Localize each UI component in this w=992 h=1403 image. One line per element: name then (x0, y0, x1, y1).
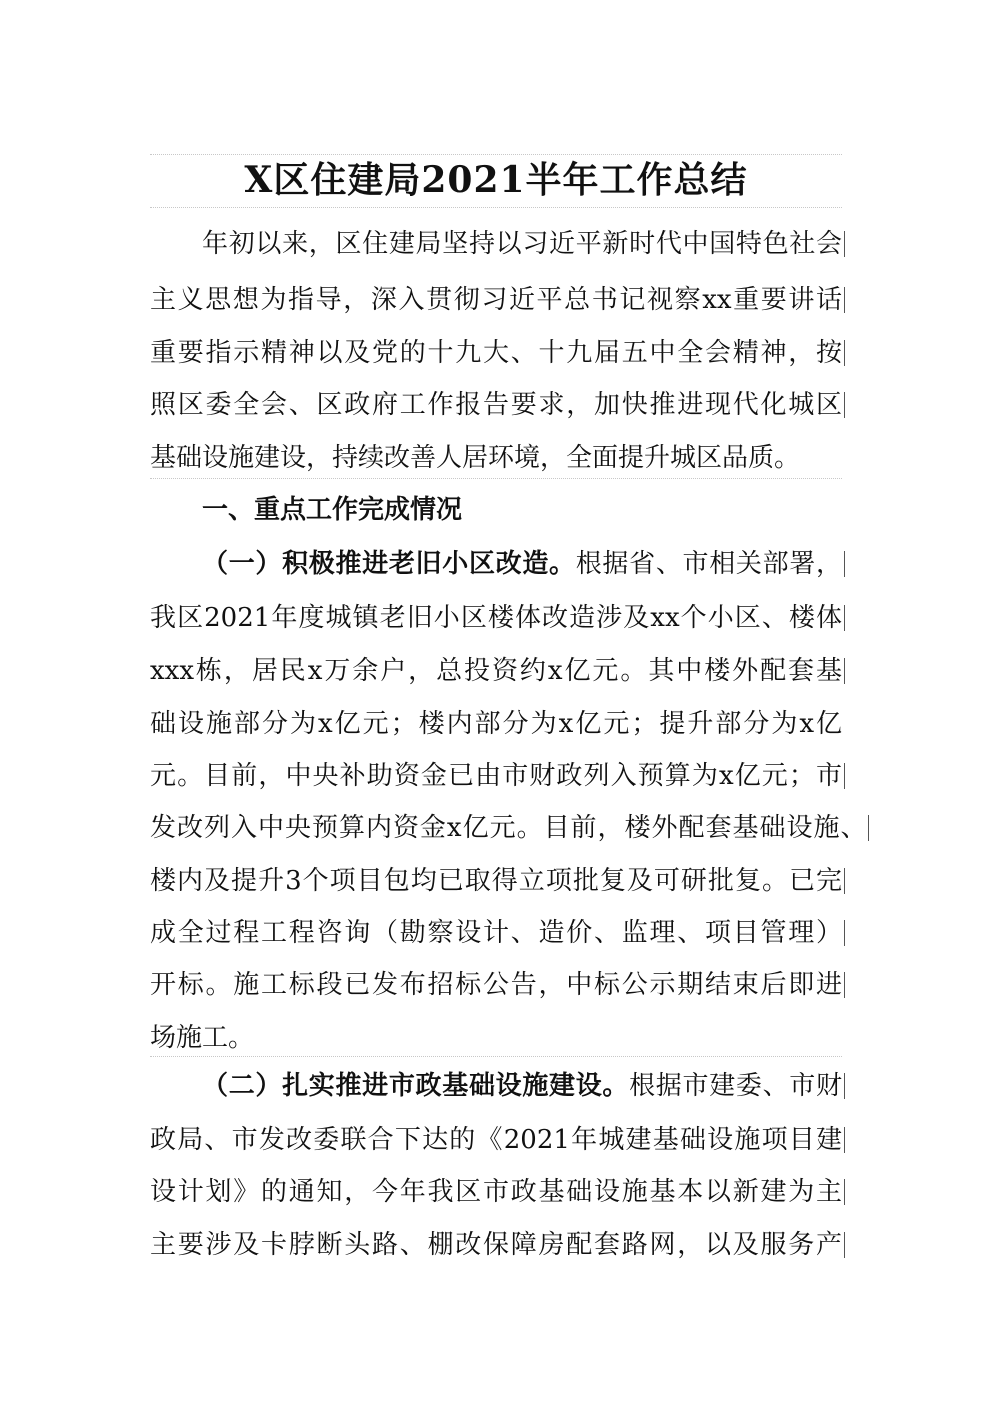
intro-line-5: 基础设施建设，持续改善人居环境，全面提升城区品质。 (150, 443, 801, 473)
line-end-marker (844, 1127, 845, 1153)
line-end-marker (844, 551, 845, 577)
item1-line-8: 成全过程工程咨询（勘察设计、造价、监理、项目管理） (150, 918, 842, 948)
line-end-marker (844, 1073, 845, 1099)
line-end-marker (844, 763, 845, 789)
line-end-marker (844, 1232, 845, 1258)
intro-line-1: 年初以来，区住建局坚持以习近平新时代中国特色社会 (202, 229, 842, 259)
item1-line-7: 楼内及提升3个项目包均已取得立项批复及可研批复。已完 (150, 866, 842, 896)
item1-line-2: 我区2021年度城镇老旧小区楼体改造涉及xx个小区、楼体 (150, 603, 842, 633)
line-end-marker (844, 658, 845, 684)
item1-line-10: 场施工。 (150, 1023, 255, 1053)
line-end-marker (844, 605, 845, 631)
item1-label: （一）积极推进老旧小区改造。 (202, 549, 576, 579)
item1-line-9: 开标。施工标段已发布招标公告，中标公示期结束后即进 (150, 970, 842, 1000)
line-end-marker (844, 868, 845, 894)
paragraph-rule (150, 478, 842, 479)
item2-line-1: 根据市建委、市财 (629, 1071, 842, 1101)
item2-line-2: 政局、市发改委联合下达的《2021年城建基础设施项目建 (150, 1125, 842, 1155)
line-end-marker (868, 815, 869, 841)
item1-first-line (150, 536, 842, 592)
item2-line-4: 主要涉及卡脖断头路、棚改保障房配套路网，以及服务产 (150, 1230, 842, 1260)
section-heading: 一、重点工作完成情况 (202, 495, 463, 525)
paragraph-rule (150, 1056, 842, 1057)
item1-line-3: xxx栋，居民x万余户，总投资约x亿元。其中楼外配套基 (150, 656, 842, 686)
line-end-marker (844, 287, 845, 313)
intro-line-4: 照区委全会、区政府工作报告要求，加快推进现代化城区 (150, 390, 842, 420)
line-end-marker (844, 392, 845, 418)
item1-line-1: 根据省、市相关部署， (575, 549, 842, 579)
line-end-marker (844, 231, 845, 257)
item1-line-4: 础设施部分为x亿元；楼内部分为x亿元；提升部分为x亿 (150, 709, 842, 739)
intro-line-2: 主义思想为指导，深入贯彻习近平总书记视察xx重要讲话 (150, 285, 842, 315)
intro-line-3: 重要指示精神以及党的十九大、十九届五中全会精神，按 (150, 338, 842, 368)
item2-label: （二）扎实推进市政基础设施建设。 (202, 1071, 630, 1101)
item1-line-6: 发改列入中央预算内资金x亿元。目前，楼外配套基础设施、 (150, 813, 866, 843)
line-end-marker (844, 920, 845, 946)
document-title: X区住建局2021半年工作总结 (244, 159, 748, 201)
item1-line-5: 元。目前，中央补助资金已由市财政列入预算为x亿元；市 (150, 761, 842, 791)
line-end-marker (844, 1179, 845, 1205)
line-end-marker (844, 340, 845, 366)
item2-line-3: 设计划》的通知，今年我区市政基础设施基本以新建为主 (150, 1177, 842, 1207)
item2-first-line (150, 1058, 842, 1114)
title-bottom-rule (150, 207, 842, 208)
line-end-marker (844, 972, 845, 998)
